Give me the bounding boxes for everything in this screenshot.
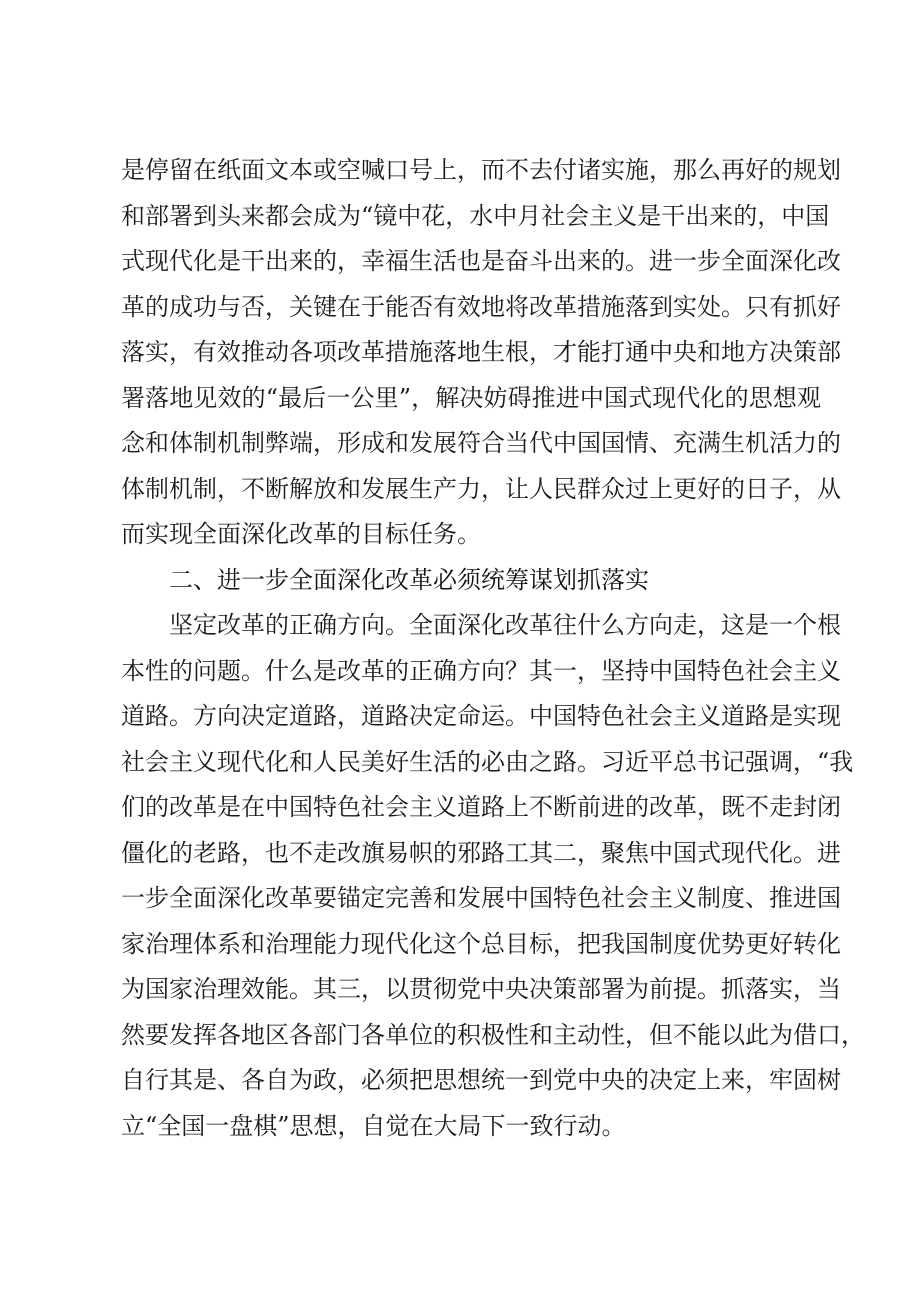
paragraph-line: 们的改革是在中国特色社会主义道路上不断前进的改革，既不走封闭 [121, 793, 841, 821]
paragraph-line: 落实，有效推动各项改革措施落地生根，才能打通中央和地方决策部 [121, 338, 841, 366]
paragraph-line: 僵化的老路，也不走改旗易帜的邪路工其二，聚焦中国式现代化。进 [121, 838, 841, 867]
paragraph-line: 革的成功与否，关键在于能否有效地将改革措施落到实处。只有抓好 [121, 292, 841, 321]
paragraph-line: 自行其是、各自为政，必须把思想统一到党中央的决定上来，牢固树 [121, 1066, 841, 1094]
document-body [121, 148, 865, 1149]
paragraph-line: 署落地见效的“最后一公里”，解决妨碍推进中国式现代化的思想观 [121, 383, 821, 412]
paragraph-line: 社会主义现代化和人民美好生活的必由之路。习近平总书记强调，“我 [121, 747, 854, 776]
paragraph-line: 立“全国一盘棋”思想，自觉在大局下一致行动。 [121, 1111, 626, 1140]
paragraph-line: 家治理体系和治理能力现代化这个总目标，把我国制度优势更好转化 [121, 929, 841, 958]
paragraph-line: 和部署到头来都会成为“镜中花，水中月社会主义是干出来的，中国 [121, 201, 830, 230]
paragraph-line: 道路。方向决定道路，道路决定命运。中国特色社会主义道路是实现 [121, 702, 841, 730]
section-heading: 二、进一步全面深化改革必须统筹谋划抓落实 [169, 565, 649, 594]
paragraph-line: 而实现全面深化改革的目标任务。 [121, 520, 481, 548]
paragraph-1 [121, 148, 841, 558]
paragraph-line: 然要发挥各地区各部门各单位的积极性和主动性，但不能以此为借口， [121, 1020, 865, 1049]
paragraph-2 [121, 603, 865, 1149]
paragraph-line: 一步全面深化改革要锚定完善和发展中国特色社会主义制度、推进国 [121, 884, 841, 912]
paragraph-line: 坚定改革的正确方向。全面深化改革往什么方向走，这是一个根 [169, 611, 841, 639]
paragraph-line: 为国家治理效能。其三，以贯彻党中央决策部署为前提。抓落实，当 [121, 975, 841, 1003]
paragraph-line: 体制机制，不断解放和发展生产力，让人民群众过上更好的日子，从 [121, 474, 841, 503]
paragraph-line: 是停留在纸面文本或空喊口号上，而不去付诸实施，那么再好的规划 [121, 156, 841, 184]
paragraph-line: 式现代化是干出来的，幸福生活也是奋斗出来的。进一步全面深化改 [121, 247, 841, 275]
paragraph-line: 念和体制机制弊端，形成和发展符合当代中国国情、充满生机活力的 [121, 429, 841, 457]
paragraph-line: 本性的问题。什么是改革的正确方向？其一，坚持中国特色社会主义 [121, 656, 841, 685]
